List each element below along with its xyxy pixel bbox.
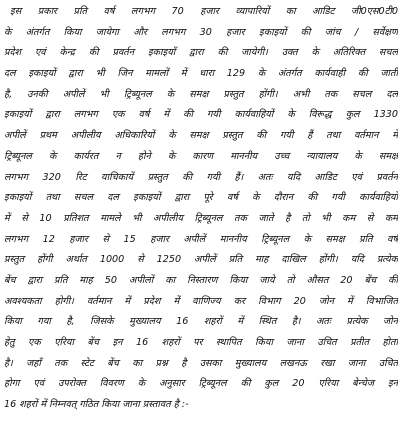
paragraph-line-4: दल इकाइयों द्वारा भी जिन मामलों में धारा 129 के अंतर्गत कार्यवाही की जाती bbox=[4, 68, 398, 80]
paragraph-line-6: इकाइयों द्वारा लगभग एक वर्ष में की गयी कार्यवाहियों के विरूद्ध कुल 1330 bbox=[4, 109, 398, 121]
paragraph-line-17: हेतु एक एरिया बेंच इन 16 शहरों पर स्थापित किया जाना उचित प्रतीत होता bbox=[4, 337, 398, 348]
paragraph-line-19: होगा एवं उपरोक्त विवरण के अनुसार ट्रिब्यूनल की कुल 20 एरिया बेन्चेज इन bbox=[4, 378, 398, 390]
paragraph-line-2: के अंतर्गत किया जायेगा और लगभग 30 हजार इकाइयों की जांच / सर्वेक्षण bbox=[4, 26, 398, 38]
paragraph-line-11: में से 10 प्रतिशत मामले भी अपीलीय ट्रिब्यूनल तक जाते है तो भी कम से कम bbox=[4, 212, 398, 224]
paragraph-line-10: इकाइयों तथा सचल दल इकाइयों द्वारा पूरे वर्ष के दौरान की गयी कार्यवाहियों bbox=[4, 192, 398, 204]
paragraph-line-12: लगभग 12 हजार से 15 हजार अपीलें माननीय ट्रिब्यूनल के समक्ष प्रति वर्ष bbox=[4, 233, 398, 245]
paragraph-line-7: अपीलें प्रथम अपीलीय अधिकारियों के समक्ष प्रस्तुत की गयी हैं तथा वर्तमान में bbox=[4, 130, 398, 142]
paragraph-line-14: बेंच द्वारा प्रति माह 50 अपीलों का निस्तारण किया जाये तो औसत 20 बेंच की bbox=[4, 274, 398, 286]
paragraph-line-5: है, उनकी अपीलें भी ट्रिब्यूनल के समक्ष प्रस्तुत होंगी। अभी तक सचल दल bbox=[4, 88, 398, 100]
document-body bbox=[4, 2, 398, 416]
paragraph-line-15: अवश्यकता होगी। वर्तमान में प्रदेश में वाणिज्य कर विभाग 20 जोन में विभाजित bbox=[4, 295, 398, 307]
paragraph-line-9: लगभग 320 रिट याचिकायें प्रस्तुत की गयी हैं। अतः यदि आडिट एवं प्रवर्तन bbox=[4, 171, 398, 183]
paragraph-line-20: 16 शहरों में निम्नवत् गठित किया जाना प्रस्तावत है :- bbox=[4, 399, 189, 411]
paragraph-line-3: प्रदेश एवं केन्द्र की प्रवर्तन इकाइयाँ द्वारा की जायेगी। उक्त के अतिरिक्त सचल bbox=[4, 47, 398, 59]
paragraph-line-18: है। जहाँ तक स्टेट बेंच का प्रश्न है उसका मुख्यालय लखनऊ रखा जाना उचित bbox=[4, 357, 398, 369]
paragraph-line-1: इस प्रकार प्रति वर्ष लगभग 70 हजार व्यापारियों का आडिट जी0एस0टी0 bbox=[10, 6, 398, 17]
paragraph-line-16: किया गया है, जिसके मुख्यालय 16 शहरों में स्थित है। अतः प्रत्येक जोन bbox=[4, 316, 398, 328]
paragraph-line-8: ट्रिब्यूनल के कार्यरत न होने के कारण माननीय उच्च न्यायालय के समक्ष bbox=[4, 150, 398, 162]
paragraph-line-13: प्रस्तुत होंगी अर्थात 1000 से 1250 अपीलें प्रति माह दाखिल होंगी। यदि प्रत्येक bbox=[4, 254, 398, 266]
